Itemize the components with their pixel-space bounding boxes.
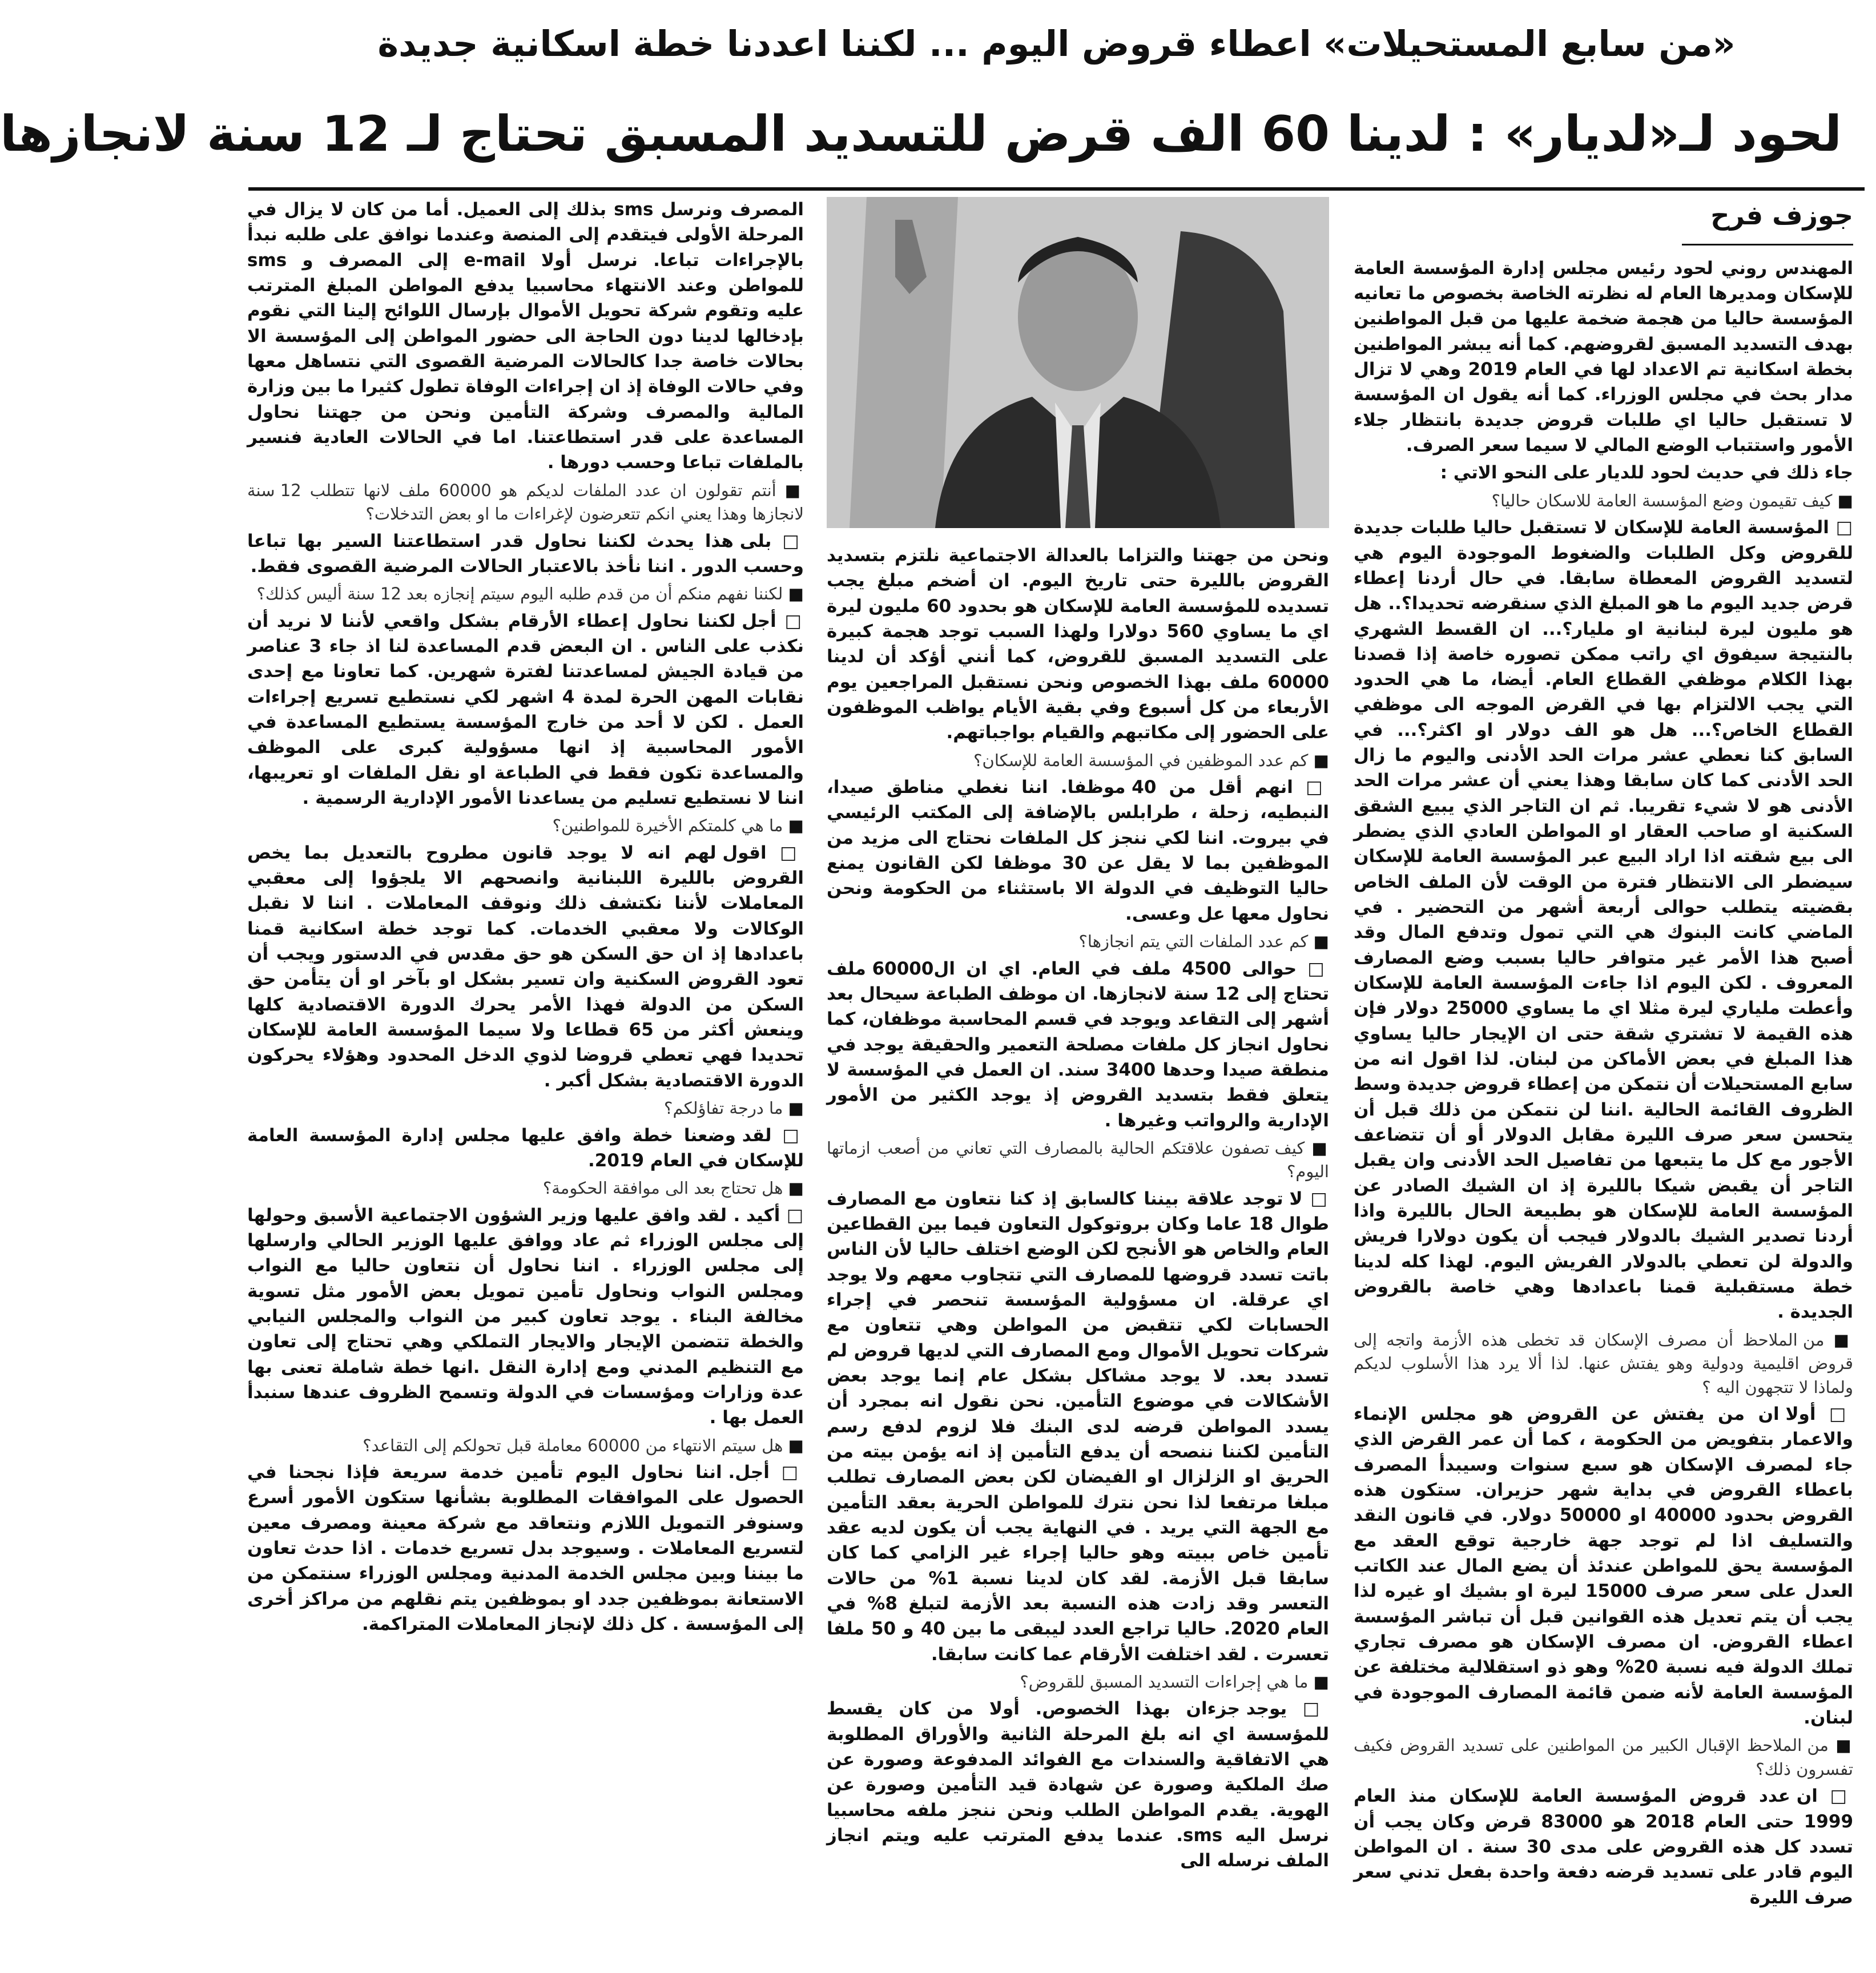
interview-answer: □ اقول لهم انه لا يوجد قانون مطروح بالتعديل بما يخص القروض بالليرة اللبنانية وانصحهم الا يلجؤوا إلى معقبي المعاملات لأننا نكتشف ذلك ونوقف المعاملات . اننا لا نقبل الوكالات ولا معقبي الخدمات. كما توجد خطة اسكانية قمنا باعدادها إذ ان حق السكن هو حق مقدس في الدستور ويجب أن تعود القروض السكنية وان تسير بشكل او بآخر او أن يتأمن حق السكن من الدولة فهذا الأمر يحرك الدورة الاقتصادية كلها وينعش أكثر من 65 قطاعا ولا سيما المؤسسة العامة للإسكان تحديدا فهي تعطي قروضا لذوي الدخل المحدود وهؤلاء يحركون الدورة الاقتصادية بشكل أكبر . (247, 840, 804, 1093)
interview-answer: □ بلى هذا يحدث لكننا نحاول قدر استطاعتنا السير بها تباعا وحسب الدور . اننا نأخذ بالاعتبار الحالات المرضية القصوى فقط. (247, 529, 804, 579)
column-middle-body (827, 543, 1329, 1874)
interview-answer: □ ان عدد قروض المؤسسة العامة للإسكان منذ العام 1999 حتى العام 2018 هو 83000 قرض وكان يجب أن تسدد كل هذه القروض على مدى 30 سنة . ان المواطن اليوم قادر على تسديد قرضه دفعة واحدة بفعل تدني سعر صرف الليرة (1354, 1783, 1853, 1910)
interview-question: ■ كم عدد الموظفين في المؤسسة العامة للإسكان؟ (827, 749, 1329, 772)
column-right (1354, 197, 1853, 1962)
article-paragraph: ونحن من جهتنا والتزاما بالعدالة الاجتماعية نلتزم بتسديد القروض بالليرة حتى تاريخ اليوم. ان أضخم مبلغ يجب تسديده للمؤسسة العامة للإسكان هو بحدود 60 مليون ليرة اي ما يساوي 560 دولارا ولهذا السبب توجد هجمة كبيرة على التسديد المسبق للقروض، كما أنني أؤكد أن لدينا 60000 ملف بهذا الخصوص ونحن نستقبل المراجعين يوم الأربعاء من كل أسبوع وفي بقية الأيام يواظب الموظفون على الحضور إلى مكاتبهم والقيام بواجباتهم. (827, 545, 1329, 743)
interview-answer: □ أجل لكننا نحاول إعطاء الأرقام بشكل واقعي لأننا لا نريد أن نكذب على الناس . ان البعض قدم المساعدة لنا اذ جاء 3 عناصر من قيادة الجيش لمساعدتنا لفترة شهرين. كما تعاونا مع إحدى نقابات المهن الحرة لمدة 4 اشهر لكي نستطيع تسريع إجراءات العمل . لكن لا أحد من خارج المؤسسة يستطيع المساعدة في الأمور المحاسبية إذ انها مسؤولية كبرى على الموظف والمساعدة تكون فقط في الطباعة او نقل الملفات او تعريبها، اننا لا نستطيع تسليم من يساعدنا الأمور الإدارية الرسمية . (247, 609, 804, 811)
interview-question: ■ هل تحتاج بعد الى موافقة الحكومة؟ (247, 1177, 804, 1200)
column-right-body (1354, 256, 1853, 1910)
interview-answer: □ أجل. اننا نحاول اليوم تأمين خدمة سريعة فإذا نجحنا في الحصول على الموافقات المطلوبة بشأنها ستكون الأمور أسرع وسنوفر التمويل اللازم ونتعاقد مع شركة معينة ومصرف معين لتسريع المعاملات . وسيوجد بدل تسريع خدمات . اذا حدث تعاون ما بيننا وبين مجلس الخدمة المدنية ومجلس الوزراء سنتمكن من الاستعانة بموظفين جدد او بموظفين يتم نقلهم من مراكز أخرى إلى المؤسسة . كل ذلك لإنجاز المعاملات المتراكمة. (247, 1460, 804, 1637)
interview-answer: □ لقد وضعنا خطة وافق عليها مجلس إدارة المؤسسة العامة للإسكان في العام 2019. (247, 1123, 804, 1174)
interview-question: ■ هل سيتم الانتهاء من 60000 معاملة قبل تحولكم إلى التقاعد؟ (247, 1434, 804, 1457)
interview-question: ■ ما هي إجراءات التسديد المسبق للقروض؟ (827, 1670, 1329, 1694)
interview-question: ■ من الملاحظ أن مصرف الإسكان قد تخطى هذه الأزمة واتجه إلى قروض اقليمية ودولية وهو يفتش عنها. لذا ألا يرد هذا الأسلوب لديكم ولماذا لا تتجهون اليه ؟ (1354, 1328, 1853, 1399)
portrait-illustration (827, 197, 1329, 528)
column-middle (827, 197, 1329, 1962)
interview-question: ■ من الملاحظ الإقبال الكبير من المواطنين على تسديد القروض فكيف تفسرون ذلك؟ (1354, 1734, 1853, 1781)
portrait-photo-icon (827, 197, 1329, 528)
article-paragraph: المصرف ونرسل sms بذلك إلى العميل. أما من كان لا يزال في المرحلة الأولى فيتقدم إلى المنصة وعندما نوافق على طلبه نبدأ بالإجراءات تباعا. نرسل أولا e-mail إلى المصرف و sms للمواطن وعند الانتهاء محاسبيا يدفع المواطن المبلغ المترتب عليه وتقوم شركة تحويل الأموال بإرسال اللوائح إلينا التي نقوم بإدخالها لدينا دون الحاجة الى حضور المواطن إلى المؤسسة الا بحالات خاصة جدا كالحالات المرضية القصوى التي نتساهل معها وفي حالات الوفاة إذ ان إجراءات الوفاة تطول كثيرا ما بين وزارة المالية والمصرف وشركة التأمين ونحن من جهتنا نحاول المساعدة على قدر استطاعتنا. اما في الحالات العادية فنسير بالملفات تباعا وحسب دورها . (247, 199, 804, 473)
column-left-body (247, 197, 804, 1637)
interview-answer: □ المؤسسة العامة للإسكان لا تستقبل حاليا طلبات جديدة للقروض وكل الطلبات والضغوط الموجودة اليوم هي لتسديد القروض المعطاة سابقا. في حال أردنا إعطاء قرض جديد اليوم ما هو المبلغ الذي سنقرضه تحديدا؟.. هل هو مليون ليرة لبنانية او مليار؟... ان القسط الشهري بالنتيجة سيفوق اي راتب ممكن تصوره خاصة إذا قصدنا بهذا الكلام موظفي القطاع العام. أيضا، ما هي الحدود التي يجب الالتزام بها في القرض الموجه الى موظفي القطاع الخاص؟... هل هو الف دولار او اكثر؟... في السابق كنا نعطي عشر مرات الحد الأدنى واليوم ما زال الحد الأدنى كما كان سابقا وهذا يعني أن عشر مرات الحد الأدنى هو لا شيء تقريبا. ثم ان التاجر الذي يبيع الشقق السكنية او صاحب العقار او المواطن العادي الذي يضطر الى بيع شقته اذا اراد البيع عبر المؤسسة العامة للإسكان سيضطر الى الانتظار فترة من الوقت لأن الملف الخاص بقضيته يتطلب حوالى أربعة أشهر من التحضير . في الماضي كانت البنوك هي التي تمول وتدفع المال وقد أصبح هذا الأمر غير متوافر حاليا بسبب وضع المصارف المعروف . لكن اليوم اذا جاءت المؤسسة العامة للإسكان وأعطت ملياري ليرة مثلا اي ما يساوي 25000 دولار فإن هذه القيمة لا تشتري شقة حتى ان الإيجار حاليا يساوي هذا المبلغ في بعض الأماكن من لبنان. لذا اقول انه من سابع المستحيلات أن نتمكن من إعطاء قروض جديدة وسط الظروف القائمة الحالية .اننا لن نتمكن من ذلك قبل أن يتحسن سعر صرف الليرة مقابل الدولار أو أن تتضاعف الأجور مع كل ما يتبعها من تفاصيل الحد الأدنى وان يقبل التاجر أن يقبض شيكا بالليرة إذ ان الشيك الصادر عن المؤسسة العامة للإسكان هو بطبيعة الحال بالليرة واذا أردنا تصدير الشيك بالدولار فيجب أن يكون دولارا فريش والدولة لن تعطي بالدولار الفريش اليوم. لهذا كله لدينا خطة مستقبلية قمنا باعدادها وهي خاصة بالقروض الجديدة . (1354, 515, 1853, 1325)
headline-divider (248, 187, 1865, 191)
interview-question: ■ كم عدد الملفات التي يتم انجازها؟ (827, 930, 1329, 953)
interview-answer: □ انهم أقل من 40 موظفا. اننا نغطي مناطق صيدا، النبطيه، زحلة ، طرابلس بالإضافة إلى المكتب الرئيسي في بيروت. اننا لكي ننجز كل الملفات نحتاج الى مزيد من الموظفين بما لا يقل عن 30 موظفا لكن القانون يمنع حاليا التوظيف في الدولة الا باستثناء من الحكومة ونحن نحاول معها عل وعسى. (827, 775, 1329, 927)
interview-question: ■ كيف تصفون علاقتكم الحالية بالمصارف التي تعاني من أصعب ازماتها اليوم؟ (827, 1137, 1329, 1184)
interview-answer: □ حوالى 4500 ملف في العام. اي ان ال60000 ملف تحتاج إلى 12 سنة لانجازها. ان موظف الطباعة سيحال بعد أشهر إلى التقاعد ويوجد في قسم المحاسبة موظفان، كما نحاول انجاز كل ملفات مصلحة التعمير والحقيقة يوجد في منطقة صيدا وحدها 3400 سند. ان العمل في المؤسسة لا يتعلق فقط بتسديد القروض إذ يوجد الكثير من الأمور الإدارية والرواتب وغيرها . (827, 956, 1329, 1133)
article-kicker: «من سابع المستحيلات» اعطاء قروض اليوم ... لكننا اعددنا خطة اسكانية جديدة (377, 23, 1736, 65)
byline: جوزف فرح (1682, 197, 1853, 245)
interview-question: ■ ما هي كلمتكم الأخيرة للمواطنين؟ (247, 814, 804, 837)
interview-question: ■ لكننا نفهم منكم أن من قدم طلبه اليوم سيتم إنجازه بعد 12 سنة أليس كذلك؟ (247, 582, 804, 606)
interview-answer: □ لا توجد علاقة بيننا كالسابق إذ كنا نتعاون مع المصارف طوال 18 عاما وكان بروتوكول التعاون فيما بين القطاعين العام والخاص هو الأنجح لكن الوضع اختلف حاليا لأن الناس باتت تسدد قروضها للمصارف التي تتجاوب معهم ولا يوجد اي عرقلة. ان مسؤولية المؤسسة تنحصر في إجراء الحسابات لكي تتقبض من المواطن وهي تتعاون مع شركات تحويل الأموال ومع المصارف التي لديها قروض لم تسدد بعد. لا يوجد مشاكل بشكل عام إنما يوجد بعض الأشكالات في موضوع التأمين. نحن نقول انه بمجرد أن يسدد المواطن قرضه لدى البنك فلا لزوم لدفع رسم التأمين لكننا ننصحه أن يدفع التأمين إذ انه يؤمن بيته من الحريق او الزلزال او الفيضان لكن بعض المصارف تطلب مبلغا مرتفعا لذا نحن نترك للمواطن الحرية بعقد التأمين مع الجهة التي يريد . في النهاية يجب أن يكون لديه عقد تأمين خاص ببيته وهو حاليا إجراء غير الزامي كما كان سابقا قبل الأزمة. لقد كان لدينا نسبة 1% من حالات التعسر وقد زادت هذه النسبة بعد الأزمة لتبلغ 8% في العام 2020. حاليا تراجع العدد ليبقى ما بين 40 و 50 ملفا تعسرت . لقد اختلفت الأرقام عما كانت سابقا. (827, 1186, 1329, 1667)
interview-question: ■ ما درجة تفاؤلكم؟ (247, 1097, 804, 1120)
interview-answer: □ أكيد . لقد وافق عليها وزير الشؤون الاجتماعية الأسبق وحولها إلى مجلس الوزراء ثم عاد ووافق عليها الوزير الحالي وارسلها إلى مجلس الوزراء . اننا نحاول أن نتعاون حاليا مع النواب ومجلس النواب ونحاول تأمين تمويل بعض الأمور مثل تسوية مخالفة البناء . يوجد تعاون كبير من النواب والمجلس النيابي والخطة تتضمن الإيجار والايجار التملكي وهي تحتاج إلى تعاون مع التنظيم المدني ومع إدارة النقل .انها خطة شاملة تعنى بها عدة وزارات ومؤسسات في الدولة وتسمح الظروف عندها سنبدأ العمل بها . (247, 1203, 804, 1431)
interview-answer: □ يوجد جزءان بهذا الخصوص. أولا من كان يقسط للمؤسسة اي انه بلغ المرحلة الثانية والأوراق المطلوبة هي الاتفاقية والسندات مع الفوائد المدفوعة وصورة عن صك الملكية وصورة عن شهادة قيد التأمين وصورة عن الهوية. يقدم المواطن الطلب ونحن ننجز ملفه محاسبيا نرسل اليه sms. عندما يدفع المترتب عليه ويتم انجاز الملف نرسله الى (827, 1696, 1329, 1873)
article-headline: لحود لـ«لديار» : لدينا 60 الف قرض للتسديد المسبق تحتاج لـ 12 سنة لانجازها (0, 106, 1842, 163)
column-left (247, 197, 804, 1962)
article-paragraph: جاء ذلك في حديث لحود للديار على النحو الاتي : (1440, 462, 1853, 484)
article-paragraph: المهندس روني لحود رئيس مجلس إدارة المؤسسة العامة للإسكان ومديرها العام له نظرته الخاصة بخصوص ما تعانيه المؤسسة حاليا من هجمة ضخمة عليها من قبل المواطنين بهدف التسديد المسبق لقروضهم. كما أنه يبشر المواطنين بخطة اسكانية تم الاعداد لها في العام 2019 وهي لا تزال مدار بحث في مجلس الوزراء. كما أنه يقول ان المؤسسة لا تستقبل حاليا اي طلبات قروض جديدة بانتظار جلاء الأمور واستتباب الوضع المالي لا سيما سعر الصرف. (1354, 257, 1853, 456)
interview-answer: □ أولا ان من يفتش عن القروض هو مجلس الإنماء والاعمار بتفويض من الحكومة ، كما أن عمر القرض الذي جاء لمصرف الإسكان هو سبع سنوات وسيبدأ المصرف باعطاء القروض في بداية شهر حزيران. ستكون هذه القروض بحدود 40000 او 50000 دولار. في قانون النقد والتسليف اذا لم توجد جهة خارجية توقع العقد مع المؤسسة يحق للمواطن عندئذ أن يضع المال عند الكاتب العدل على سعر صرف 15000 ليرة او بشيك او غيره لذا يجب أن يتم تعديل هذه القوانين قبل أن تباشر المؤسسة اعطاء القروض. ان مصرف الإسكان هو مصرف تجاري تملك الدولة فيه نسبة 20% وهو ذو استقلالية مختلفة عن المؤسسة العامة لأنه ضمن قائمة المصارف الموجودة في لبنان. (1354, 1402, 1853, 1730)
interview-question: ■ أنتم تقولون ان عدد الملفات لديكم هو 60000 ملف لانها تتطلب 12 سنة لانجازها وهذا يعني انكم تتعرضون لإغراءات ما او بعض التدخلات؟ (247, 479, 804, 526)
interview-question: ■ كيف تقيمون وضع المؤسسة العامة للاسكان حاليا؟ (1354, 489, 1853, 513)
